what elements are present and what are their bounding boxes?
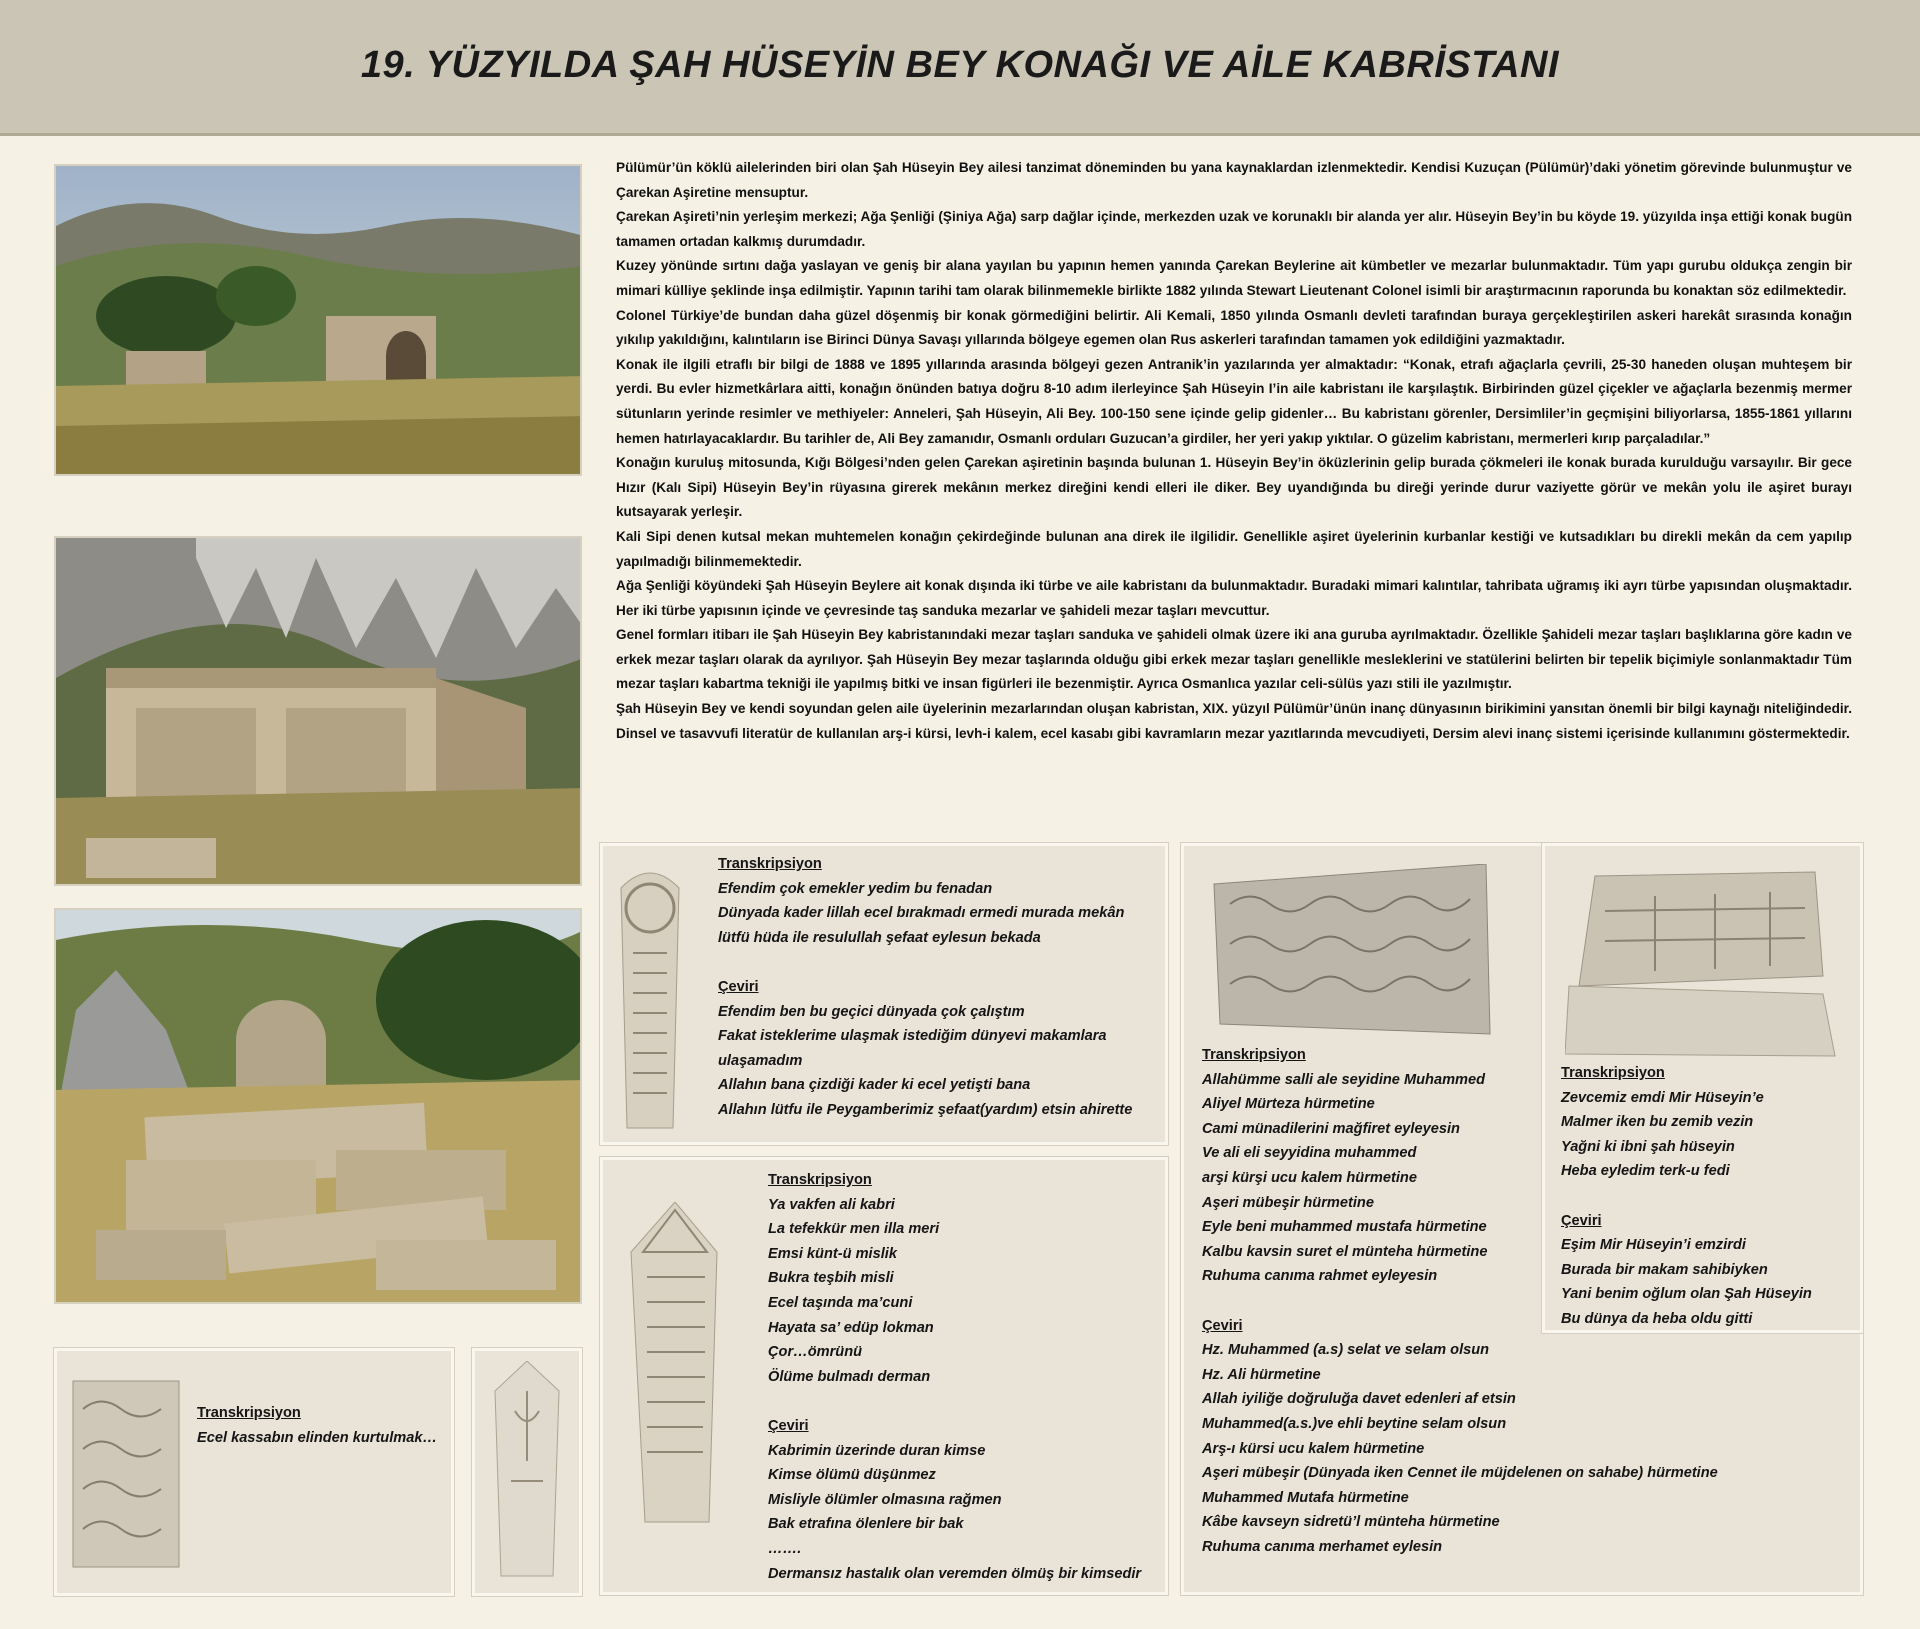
translation-heading: Çeviri: [1202, 1317, 1243, 1334]
transcription-heading: Transkripsiyon: [768, 1172, 872, 1188]
intro-paragraph: Konağın kuruluş mitosunda, Kığı Bölgesi’nden gelen Çarekan aşiretinin başında bulunan 1. Hüseyin Bey’in öküzlerinin gelip burada çökmeleri ile konak burada kurulduğu varsayılır. Bir gece Hızır (Kalı Sipi) Hüseyin Bey’in rüyasına girerek mekânın merkez direğini kendi elleri ile diker. Bey uyandığında bu direği yerinde durur vaziyette görür ve mekân yolu ile aşiret burayı kutsayarak yerleşir.: [616, 455, 1852, 520]
text-line: Heba eyledim terk-u fedi: [1561, 1163, 1730, 1180]
intro-paragraph: Şah Hüseyin Bey ve kendi soyundan gelen aile üyelerinin mezarlarından oluşan kabristan, XIX. yüzyıl Pülümür’ünün inanç dünyasının birikimini yansıtan önemli bir bilgi kaynağı niteliğindedir. Dinsel ve tasavvufi literatür de kullanılan arş-i kürsi, levh-i kalem, ecel kasabı gibi kavramların mezar yazıtlarında mevcudiyeti, Dersim alevi inanç sistemi içerisinde kullanımını göstermektedir.: [616, 701, 1852, 741]
text-line: Bu dünya da heba oldu gitti: [1561, 1310, 1753, 1327]
panel-gravestone-1: [600, 843, 1168, 1145]
intro-paragraph: Kali Sipi denen kutsal mekan muhtemelen konağın çekirdeğinde bulunan ana direk ile ilgilidir. Genellikle aşiret üyelerinin kurbanlar kestiği ve kutsadıkları bu direkli mekân da cem yapılıp yapılmadığı bilinmemektedir.: [616, 528, 1852, 569]
text-line: Allahın bana çizdiği kader ki ecel yetişti bana: [718, 1077, 1031, 1094]
text-line: Hz. Ali hürmetine: [1202, 1366, 1321, 1383]
text-line: lütfü hüda ile resulullah şefaat eylesun bekada: [718, 929, 1041, 946]
text-line: Hayata sa’ edüp lokman: [768, 1319, 934, 1336]
text-line: Kalbu kavsin suret el münteha hürmetine: [1202, 1243, 1488, 1260]
photo-ruins-landscape: [54, 164, 582, 476]
intro-paragraph: Çarekan Aşireti’nin yerleşim merkezi; Ağa Şenliği (Şiniya Ağa) sarp dağlar içinde, merkezden uzak ve korunaklı bir alanda yer alır. Hüseyin Bey’in bu köyde 19. yüzyılda inşa ettiği konak bugün tamamen ortadan kalkmış durumdadır.: [616, 209, 1852, 249]
text-line: Efendim ben bu geçici dünyada çok çalıştım: [718, 1003, 1025, 1020]
text-line: Muhammed(a.s.)ve ehli beytine selam olsun: [1202, 1415, 1507, 1432]
gravestone-image: [71, 1379, 181, 1569]
text-line: Ecel taşında ma’cuni: [768, 1294, 913, 1311]
text-line: Ölüme bulmadı derman: [768, 1368, 931, 1385]
text-line: arşi kürşi ucu kalem hürmetine: [1202, 1169, 1417, 1186]
gravestone-image: [487, 1361, 567, 1583]
text-line: Dermansız hastalık olan veremden ölmüş bir kimsedir: [768, 1565, 1142, 1582]
intro-text: [616, 156, 1852, 746]
transcription-heading: Transkripsiyon: [1561, 1065, 1665, 1081]
text-line: Malmer iken bu zemib vezin: [1561, 1114, 1754, 1131]
text-line: …….: [768, 1540, 802, 1557]
text-line: Aliyel Mürteza hürmetine: [1202, 1096, 1375, 1113]
text-line: Kâbe kavseyn sidretü’l münteha hürmetine: [1202, 1514, 1500, 1531]
transcription-heading: Transkripsiyon: [1202, 1047, 1306, 1063]
text-line: Allahümme salli ale seyidine Muhammed: [1202, 1071, 1486, 1088]
panel-sarcophagus-2: [1542, 843, 1863, 1333]
text-line: La tefekkür men illa meri: [768, 1221, 940, 1238]
translation-heading: Çeviri: [1561, 1212, 1602, 1229]
text-line: Yani benim oğlum olan Şah Hüseyin: [1561, 1286, 1812, 1303]
panel-gravestone-3: [54, 1348, 454, 1596]
text-line: Ruhuma canıma rahmet eyleyesin: [1202, 1268, 1438, 1285]
panel-gravestone-2: [600, 1157, 1168, 1595]
gravestone-image: [625, 1202, 725, 1532]
text-line: Bak etrafına ölenlere bir bak: [768, 1516, 964, 1533]
text-line: Hz. Muhammed (a.s) selat ve selam olsun: [1202, 1342, 1490, 1359]
translation-heading: Çeviri: [768, 1417, 809, 1434]
text-line: Muhammed Mutafa hürmetine: [1202, 1489, 1409, 1506]
photo-tomb-ruin: [54, 536, 582, 886]
text-line: Çor…ömrünü: [768, 1344, 863, 1361]
text-line: Kabrimin üzerinde duran kimse: [768, 1442, 986, 1459]
text-line: Ruhuma canıma merhamet eylesin: [1202, 1538, 1443, 1555]
text-line: Burada bir makam sahibiyken: [1561, 1261, 1768, 1278]
text-line: Aşeri mübeşir (Dünyada iken Cennet ile müjdelenen on sahabe) hürmetine: [1202, 1465, 1718, 1482]
gravestone-image: [611, 858, 689, 1136]
panel-gravestone-4: [472, 1348, 582, 1596]
page-title: 19. YÜZYILDA ŞAH HÜSEYİN BEY KONAĞI VE AİLE KABRİSTANI: [360, 44, 1560, 86]
intro-paragraph: Genel formları itibarı ile Şah Hüseyin Bey kabristanındaki mezar taşları sanduka ve şahideli olmak üzere iki ana guruba ayrılmaktadır. Özellikle Şahideli mezar taşları başlıklarına göre kadın ve erkek mezar taşları olarak da ayrılıyor. Şah Hüseyin Bey mezar taşlarında olduğu gibi erkek mezar taşları genellikle mesleklerini ve statülerini belirten bir tepelik biçimiyle sonlanmaktadır Tüm mezar taşları kabartma tekniği ile yapılmış bitki ve insan figürleri ile bezenmiştir. Ayrıca Osmanlıca yazılar celi-sülüs yazı stili ile yazılmıştır.: [616, 627, 1852, 692]
text-line: Ecel kassabın elinden kurtulmak…: [197, 1429, 438, 1446]
title-banner: [0, 0, 1920, 136]
text-line: Cami münadilerini mağfiret eyleyesin: [1202, 1120, 1460, 1137]
text-line: Eşim Mir Hüseyin’i emzirdi: [1561, 1237, 1746, 1254]
text-line: Arş-ı kürsi ucu kalem hürmetine: [1202, 1440, 1425, 1457]
intro-paragraph: Colonel Türkiye’de bundan daha güzel döşenmiş bir konak görmediğini belirtir. Ali Kemali, 1850 yılında Osmanlı devleti tarafından buraya gerçekleştirilen askeri harekât sırasında konağın yıkılıp yakıldığını, kalıntıların ise Birinci Dünya Savaşı yıllarında bölgeye egemen olan Rus askerleri tarafından tamamen yok edildiğini yazmaktadır.: [616, 307, 1852, 348]
text-line: Allahın lütfu ile Peygamberimiz şefaat(yardım) etsin ahirette: [718, 1101, 1133, 1118]
text-line: Emsi künt-ü mislik: [768, 1245, 897, 1262]
text-line: Eyle beni muhammed mustafa hürmetine: [1202, 1219, 1487, 1236]
text-line: Aşeri mübeşir hürmetine: [1202, 1194, 1374, 1211]
text-line: Kimse ölümü düşünmez: [768, 1467, 936, 1484]
text-line: Efendim çok emekler yedim bu fenadan: [718, 880, 993, 897]
text-line: ulaşamadım: [718, 1052, 803, 1069]
text-line: Misliyle ölümler olmasına rağmen: [768, 1491, 1002, 1508]
sarcophagus-image: [1565, 866, 1845, 1061]
transcription-heading: Transkripsiyon: [718, 856, 822, 872]
text-line: Zevcemiz emdi Mir Hüseyin’e: [1561, 1089, 1764, 1106]
intro-paragraph: Ağa Şenliği köyündeki Şah Hüseyin Beylere ait konak dışında iki türbe ve aile kabristanı da bulunmaktadır. Buradaki mimari kalıntılar, tahribata uğramış iki ayrı türbe yapısından oluşmaktadır. Her iki türbe yapısının içinde ve çevresinde taş sanduka mezarlar ve şahideli mezar taşları mevcuttur.: [616, 578, 1852, 618]
text-line: Dünyada kader lillah ecel bırakmadı ermedi murada mekân: [718, 905, 1125, 922]
text-line: Allah iyiliğe doğruluğa davet edenleri af etsin: [1202, 1391, 1516, 1408]
text-line: Fakat isteklerime ulaşmak istediğim dünyevi makamlara: [718, 1028, 1107, 1045]
sarcophagus-image: [1210, 864, 1494, 1044]
text-line: Ya vakfen ali kabri: [768, 1196, 895, 1213]
intro-paragraph: Kuzey yönünde sırtını dağa yaslayan ve geniş bir alana yayılan bu yapının hemen yanında Çarekan Beylerine ait kümbetler ve mezarlar bulunmaktadır. Tüm yapı gurubu oldukça zengin bir mimari külliye şeklinde inşa edilmiştir. Yapının tarihi tam olarak bilinmemekle birlikte 1882 yılında Stewart Lieutenant Colonel isimli bir araştırmacının raporunda bu konaktan söz edilmektedir.: [616, 258, 1852, 298]
intro-paragraph: Konak ile ilgili etraflı bir bilgi de 1888 ve 1895 yıllarında arasında bölgeyi gezen Antranik’in yazılarında yer almaktadır: “Konak, etrafı ağaçlarla çevrili, 25-30 haneden oluşan muhteşem bir yerdi. Bu evler hizmetkârlara aitti, konağın önünden batıya doğru 8-10 adım ilerleyince Şah Hüseyin I’in aile kabristanı ile karşılaştık. Birbirinden güzel çiçekler ve ağaçlarla bezenmiş mermer sütunların yerinde resimler ve methiyeler: Anneleri, Şah Hüseyin, Ali Bey. 100-150 sene içinde gelip gidenler… Bu kabristanı görenler, Dersimliler’in geçmişini biliyorlarsa, 1855-1861 yıllarını hemen hatırlayacaklardır. Bu tarihler de, Ali Bey zamanıdır, Osmanlı orduları Guzucan’a girdiler, her yeri yakıp yıktılar. O güzelim kabristanı, mermerleri kırıp parçaladılar.”: [616, 356, 1852, 446]
translation-heading: Çeviri: [718, 978, 759, 995]
text-line: Ve ali eli seyyidina muhammed: [1202, 1145, 1417, 1162]
photo-graveyard-stones: [54, 908, 582, 1304]
transcription-heading: Transkripsiyon: [197, 1405, 301, 1421]
text-line: Yağni ki ibni şah hüseyin: [1561, 1138, 1735, 1155]
text-line: Bukra teşbih misli: [768, 1270, 894, 1287]
intro-paragraph: Pülümür’ün köklü ailelerinden biri olan Şah Hüseyin Bey ailesi tanzimat döneminden bu yana kaynaklardan izlenmektedir. Kendisi Kuzuçan (Pülümür)’daki yönetim görevinde bulunmuştur ve Çarekan Aşiretine mensuptur.: [616, 160, 1852, 200]
